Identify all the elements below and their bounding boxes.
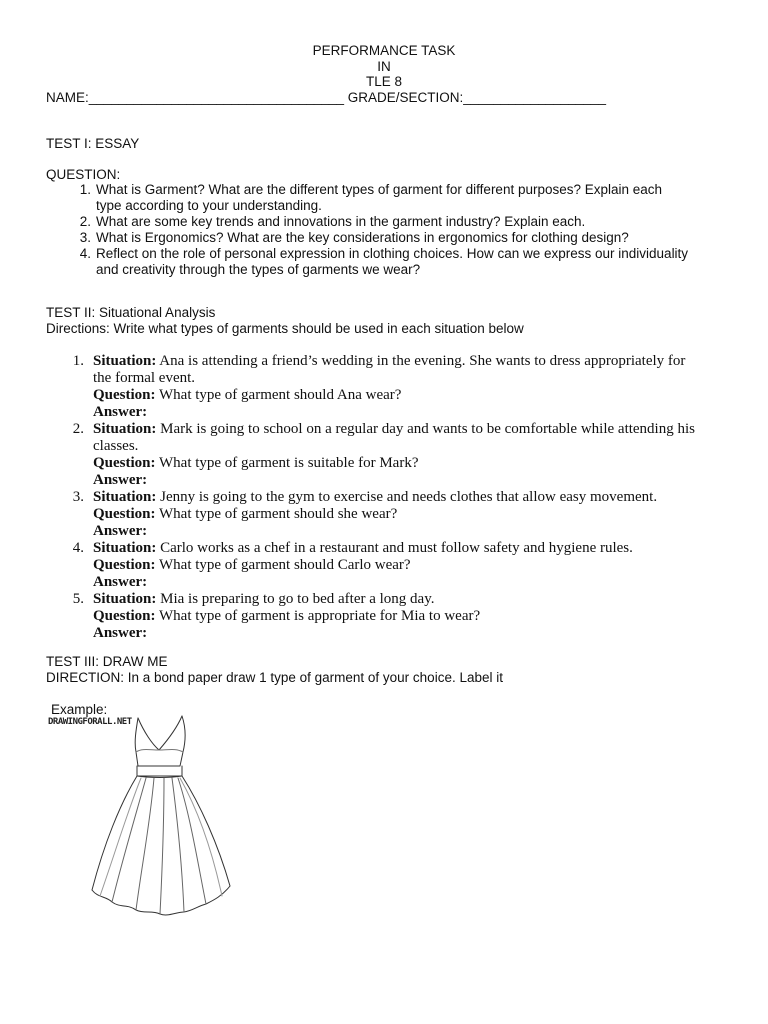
situation-number: 3. — [72, 489, 84, 505]
question-text: What type of garment should Ana wear? — [159, 387, 402, 403]
situation-label: Situation: — [93, 489, 157, 505]
essay-item-text: What is Ergonomics? What are the key considerations in ergonomics for clothing design? — [96, 230, 629, 245]
situation-item — [46, 591, 746, 642]
situation-number: 2. — [72, 421, 84, 437]
essay-item-number: 4. — [79, 246, 91, 261]
situation-label: Situation: — [93, 353, 157, 369]
situation-label: Situation: — [93, 421, 157, 437]
answer-label: Answer: — [93, 574, 148, 590]
answer-label: Answer: — [93, 523, 148, 539]
test2-directions: Directions: Write what types of garments should be used in each situation below — [46, 321, 524, 336]
essay-item-text: What are some key trends and innovations in the garment industry? Explain each. — [96, 214, 586, 229]
essay-item — [46, 182, 746, 214]
header-title: PERFORMANCE TASK — [312, 43, 456, 58]
essay-item-number: 3. — [79, 230, 91, 245]
question-text: What type of garment should Carlo wear? — [159, 557, 411, 573]
situation-item — [46, 540, 746, 591]
essay-item — [46, 230, 746, 246]
situation-text: Jenny is going to the gym to exercise and needs clothes that allow easy movement. — [160, 489, 658, 505]
question-text: What type of garment is appropriate for Mia to wear? — [159, 608, 481, 624]
test3-direction: DIRECTION: In a bond paper draw 1 type of garment of your choice. Label it — [46, 670, 503, 685]
situation-text: Mia is preparing to go to bed after a long day. — [160, 591, 435, 607]
question-label: Question: — [93, 387, 156, 403]
essay-item — [46, 246, 746, 278]
header-subtitle: IN — [377, 59, 391, 74]
test1-title: TEST I: ESSAY — [46, 136, 140, 151]
situation-item — [46, 353, 746, 421]
situation-text: Ana is attending a friend’s wedding in the evening. She wants to dress appropriately for — [159, 353, 686, 369]
test3-title: TEST III: DRAW ME — [46, 654, 168, 669]
situation-label: Situation: — [93, 591, 157, 607]
essay-item — [46, 214, 746, 230]
essay-item-text: What is Garment? What are the different types of garment for different purposes? Explain each — [96, 182, 663, 197]
essay-item-number: 2. — [79, 214, 91, 229]
dress-illustration — [80, 714, 240, 920]
answer-label: Answer: — [93, 625, 148, 641]
essay-item-number: 1. — [79, 182, 91, 197]
question-label: Question: — [93, 506, 156, 522]
essay-item-text-cont: type according to your understanding. — [96, 198, 322, 213]
question-label: Question: — [93, 608, 156, 624]
name-grade-line: NAME:__________________________________ GRADE/SECTION:___________________ — [46, 90, 606, 105]
situation-item — [46, 421, 746, 489]
header-subject: TLE 8 — [365, 74, 403, 89]
situation-number: 1. — [72, 353, 84, 369]
test2-title: TEST II: Situational Analysis — [46, 305, 216, 320]
situation-number: 5. — [72, 591, 84, 607]
answer-label: Answer: — [93, 404, 148, 420]
situation-text-cont: the formal event. — [93, 370, 196, 386]
question-label: QUESTION: — [46, 167, 121, 182]
situation-text: Carlo works as a chef in a restaurant and must follow safety and hygiene rules. — [160, 540, 633, 556]
situation-text: Mark is going to school on a regular day and wants to be comfortable while attending his — [160, 421, 695, 437]
question-text: What type of garment should she wear? — [159, 506, 398, 522]
situation-text-cont: classes. — [93, 438, 139, 454]
essay-item-text-cont: and creativity through the types of garments we wear? — [96, 262, 421, 277]
question-text: What type of garment is suitable for Mark? — [159, 455, 419, 471]
answer-label: Answer: — [93, 472, 148, 488]
example-label: Example: — [51, 702, 108, 717]
situation-list — [46, 353, 746, 642]
watermark-text: DRAWINGFORALL.NET — [48, 717, 132, 727]
question-label: Question: — [93, 557, 156, 573]
situation-item — [46, 489, 746, 540]
situation-number: 4. — [72, 540, 84, 556]
essay-questions — [46, 182, 746, 278]
essay-item-text: Reflect on the role of personal expression in clothing choices. How can we express our individuality — [96, 246, 689, 261]
question-label: Question: — [93, 455, 156, 471]
situation-label: Situation: — [93, 540, 157, 556]
